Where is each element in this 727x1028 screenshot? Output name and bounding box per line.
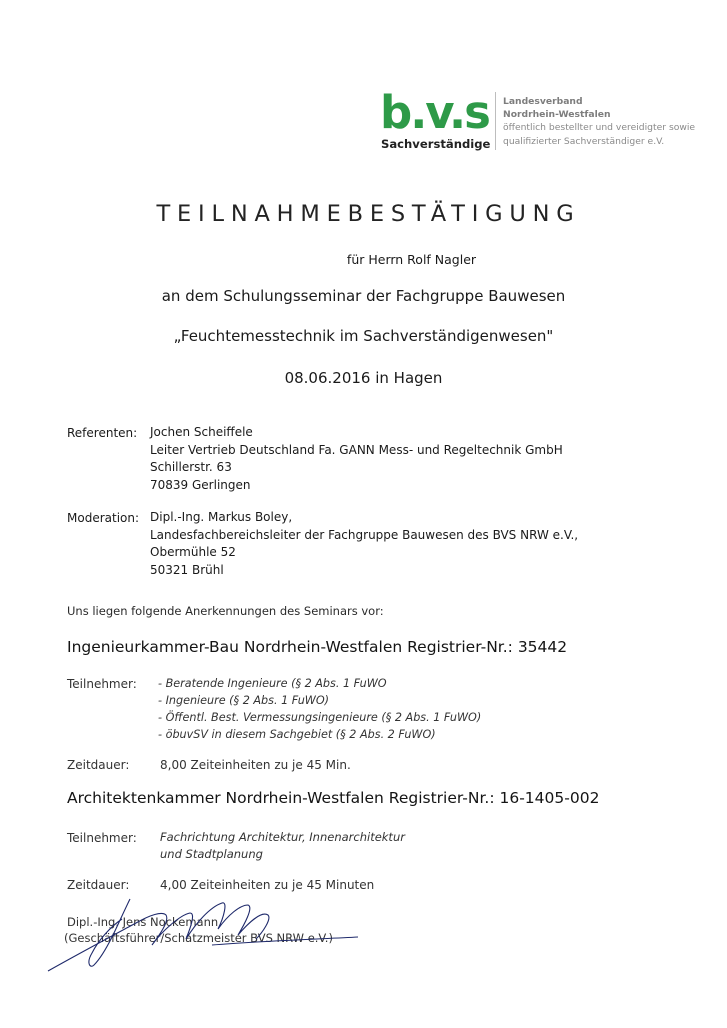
moderator-city: 50321 Brühl — [150, 562, 224, 577]
ak-duration-label: Zeitdauer: — [67, 878, 130, 892]
ak-participant-item: Fachrichtung Architektur, Innenarchitektur — [160, 830, 405, 844]
ak-duration-value: 4,00 Zeiteinheiten zu je 45 Minuten — [160, 878, 375, 892]
logo-wordmark: b.v.s — [380, 86, 489, 139]
ik-heading: Ingenieurkammer-Bau Nordrhein-Westfalen Registrier-Nr.: 35442 — [67, 638, 568, 656]
signer-name: Dipl.-Ing. Jens Nockemann — [67, 915, 219, 929]
ak-participants-list — [160, 829, 405, 863]
speaker-details — [150, 424, 563, 494]
org-line-1: Landesverband — [503, 96, 583, 107]
speaker-city: 70839 Gerlingen — [150, 477, 251, 492]
org-line-2: Nordrhein-Westfalen — [503, 109, 611, 121]
ik-participant-item: - Öffentl. Best. Vermessungsingenieure (§ 2 Abs. 1 FuWO) — [158, 711, 482, 724]
org-line-3: öffentlich bestellter und vereidigter sowie — [503, 122, 696, 134]
ak-participant-item: und Stadtplanung — [160, 847, 263, 861]
handwritten-signature — [40, 893, 370, 973]
speaker-name: Jochen Scheiffele — [150, 425, 253, 439]
org-line-4: qualifizierter Sachverständiger e.V. — [503, 135, 665, 147]
speaker-street: Schillerstr. 63 — [150, 460, 232, 474]
ik-duration-label: Zeitdauer: — [67, 758, 130, 772]
recipient: für Herrn Rolf Nagler — [346, 252, 477, 267]
moderation-details — [150, 509, 578, 579]
logo-divider — [495, 92, 496, 150]
speaker-label: Referenten: — [67, 426, 138, 440]
ik-participant-item: - öbuvSV in diesem Sachgebiet (§ 2 Abs. 2 FuWO) — [158, 728, 436, 741]
moderator-street: Obermühle 52 — [150, 545, 236, 559]
seminar-date-place: 08.06.2016 in Hagen — [284, 369, 443, 387]
org-info — [503, 95, 695, 148]
moderator-position: Landesfachbereichsleiter der Fachgruppe Bauwesen des BVS NRW e.V., — [150, 527, 579, 542]
ik-participant-item: - Beratende Ingenieure (§ 2 Abs. 1 FuWO — [158, 677, 387, 690]
moderator-name: Dipl.-Ing. Markus Boley, — [150, 510, 293, 524]
ak-heading: Architektenkammer Nordrhein-Westfalen Registrier-Nr.: 16-1405-002 — [67, 789, 600, 807]
seminar-intro: an dem Schulungsseminar der Fachgruppe Bauwesen — [161, 287, 566, 305]
ak-participants-label: Teilnehmer: — [67, 831, 137, 845]
recognition-intro: Uns liegen folgende Anerkennungen des Seminars vor: — [67, 604, 384, 618]
ik-duration-value: 8,00 Zeiteinheiten zu je 45 Min. — [160, 758, 351, 772]
document-title: TEILNAHMEBESTÄTIGUNG — [156, 201, 581, 227]
ik-participants-label: Teilnehmer: — [67, 677, 137, 691]
ik-participants-list — [158, 675, 481, 743]
signer-role: (Geschäftsführer/Schatzmeister BVS NRW e.V.) — [64, 931, 333, 945]
bvs-logo — [378, 86, 491, 152]
speaker-position: Leiter Vertrieb Deutschland Fa. GANN Mess- und Regeltechnik GmbH — [150, 442, 563, 457]
moderation-label: Moderation: — [67, 511, 140, 525]
ik-participant-item: - Ingenieure (§ 2 Abs. 1 FuWO) — [158, 694, 330, 707]
logo-tagline: Sachverständige — [381, 137, 491, 151]
seminar-topic: „Feuchtemesstechnik im Sachverständigenwesen" — [173, 327, 554, 345]
